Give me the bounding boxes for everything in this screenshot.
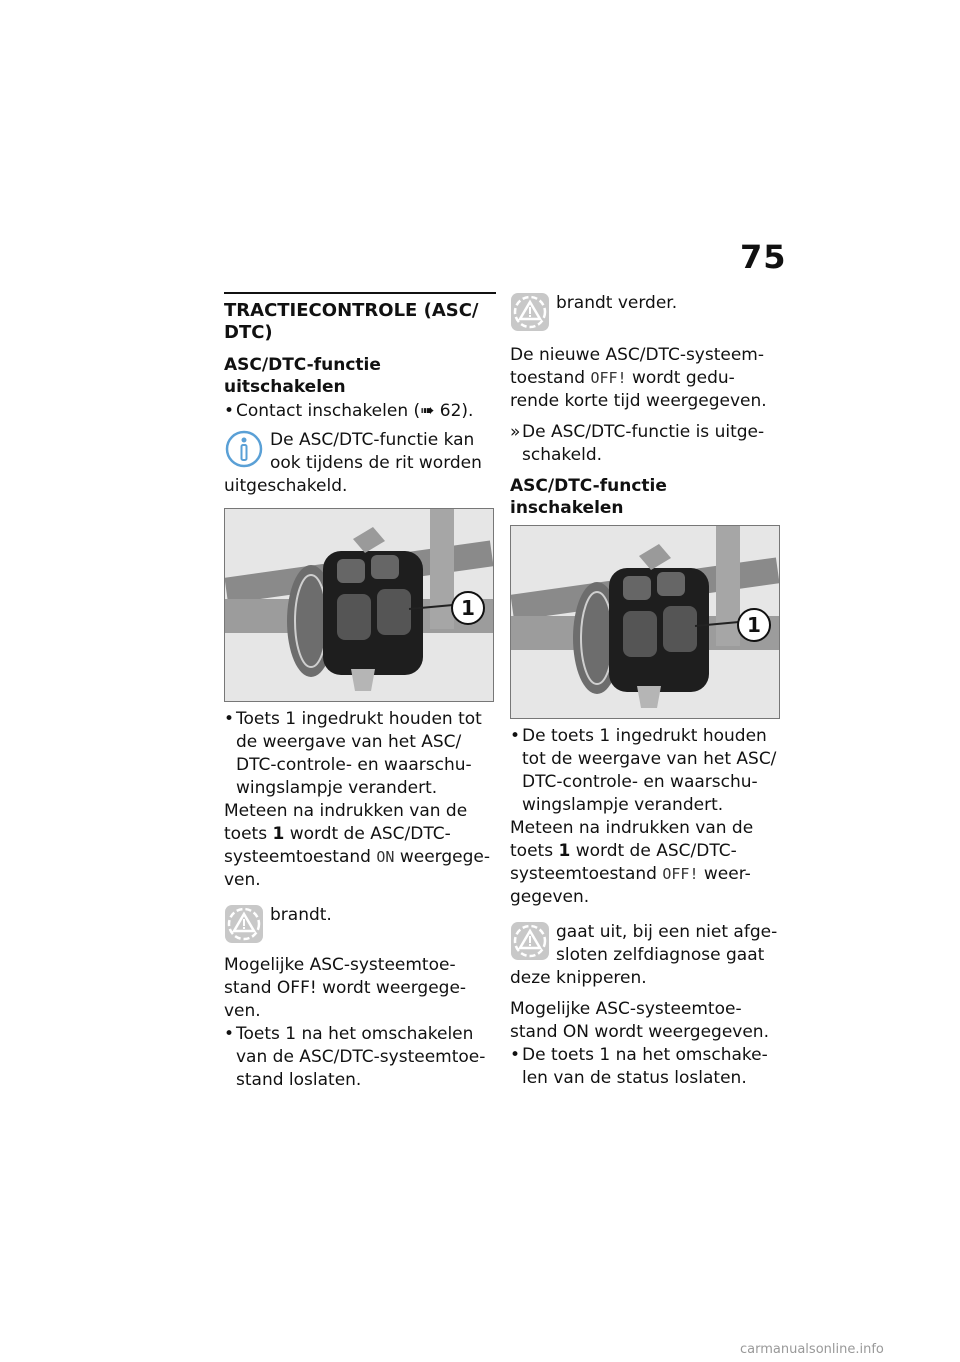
step-release: • De toets 1 na het omschake- len van de status loslaten. — [510, 1044, 782, 1090]
section-title: TRACTIECONTROLE (ASC/ DTC) — [224, 300, 479, 343]
right-column — [510, 292, 782, 1090]
info-note-text: De ASC/DTC-functie kan ook tijdens de rit worden uitgeschakeld. — [224, 430, 482, 496]
para-text: weergege- ven. — [224, 847, 490, 890]
para-new-state — [510, 344, 782, 413]
handlebar-figure-left — [224, 508, 494, 702]
warning-text: brandt. — [270, 905, 332, 925]
para-off-possible: Mogelijke ASC-systeemtoe- stand OFF! wordt weergege- ven. — [224, 955, 467, 1021]
state-on: ON — [376, 848, 395, 866]
subheading-disable: ASC/DTC-functie uitschakelen — [224, 355, 381, 397]
para-text: Meteen na indrukken van de toets — [510, 818, 754, 861]
warning-text: gaat uit, bij een niet afge- sloten zelfdiagnose gaat deze knipperen. — [510, 922, 778, 988]
para-on-state — [224, 800, 496, 892]
warning-row — [510, 921, 782, 990]
step-ignition: • Contact inschakelen (➠ 62). — [224, 400, 496, 423]
asc-warning-lamp-icon — [224, 904, 264, 944]
step-release: • Toets 1 na het omschakelen van de ASC/DTC-systeemtoe- stand loslaten. — [224, 1023, 496, 1092]
para-text: weer- gegeven. — [510, 864, 751, 907]
para-text: wordt de ASC/DTC- systeemtoestand — [510, 841, 737, 884]
warning-row — [224, 904, 496, 946]
button-ref: 1 — [272, 824, 285, 844]
left-column — [224, 292, 496, 1092]
handlebar-figure-right — [510, 525, 780, 719]
asc-warning-lamp-icon — [510, 292, 550, 332]
para-text: De nieuwe ASC/DTC-systeem- toestand — [510, 345, 765, 388]
para-text: wordt gedu- rende korte tijd weergegeven. — [510, 368, 767, 411]
state-off: OFF! — [662, 865, 699, 883]
button-ref: 1 — [558, 841, 571, 861]
callout-1: 1 — [451, 591, 485, 625]
info-icon — [224, 429, 264, 469]
step-hold-button: • De toets 1 ingedrukt houden tot de weergave van het ASC/ DTC-controle- en waarschu- wingslampje verandert. — [510, 725, 782, 817]
step-hold-button: • Toets 1 ingedrukt houden tot de weergave van het ASC/ DTC-controle- en waarschu- wingslampje verandert. — [224, 708, 496, 800]
para-on-possible: Mogelijke ASC-systeemtoe- stand ON wordt weergegeven. — [510, 999, 769, 1042]
para-text: wordt de ASC/DTC- systeemtoestand — [224, 824, 451, 867]
warning-row — [510, 292, 782, 334]
watermark: carmanualsonline.info — [740, 1342, 884, 1357]
info-note — [224, 429, 496, 498]
warning-text: brandt verder. — [556, 293, 678, 313]
result-disabled: » De ASC/DTC-functie is uitge- schakeld. — [510, 421, 782, 467]
section-rule — [224, 292, 496, 294]
subheading-enable: ASC/DTC-functie inschakelen — [510, 476, 667, 518]
para-text: Meteen na indrukken van de toets — [224, 801, 468, 844]
page-number: 75 — [740, 238, 787, 276]
state-off: OFF! — [590, 369, 627, 387]
asc-warning-lamp-icon — [510, 921, 550, 961]
para-off-state — [510, 817, 782, 909]
callout-1: 1 — [737, 608, 771, 642]
